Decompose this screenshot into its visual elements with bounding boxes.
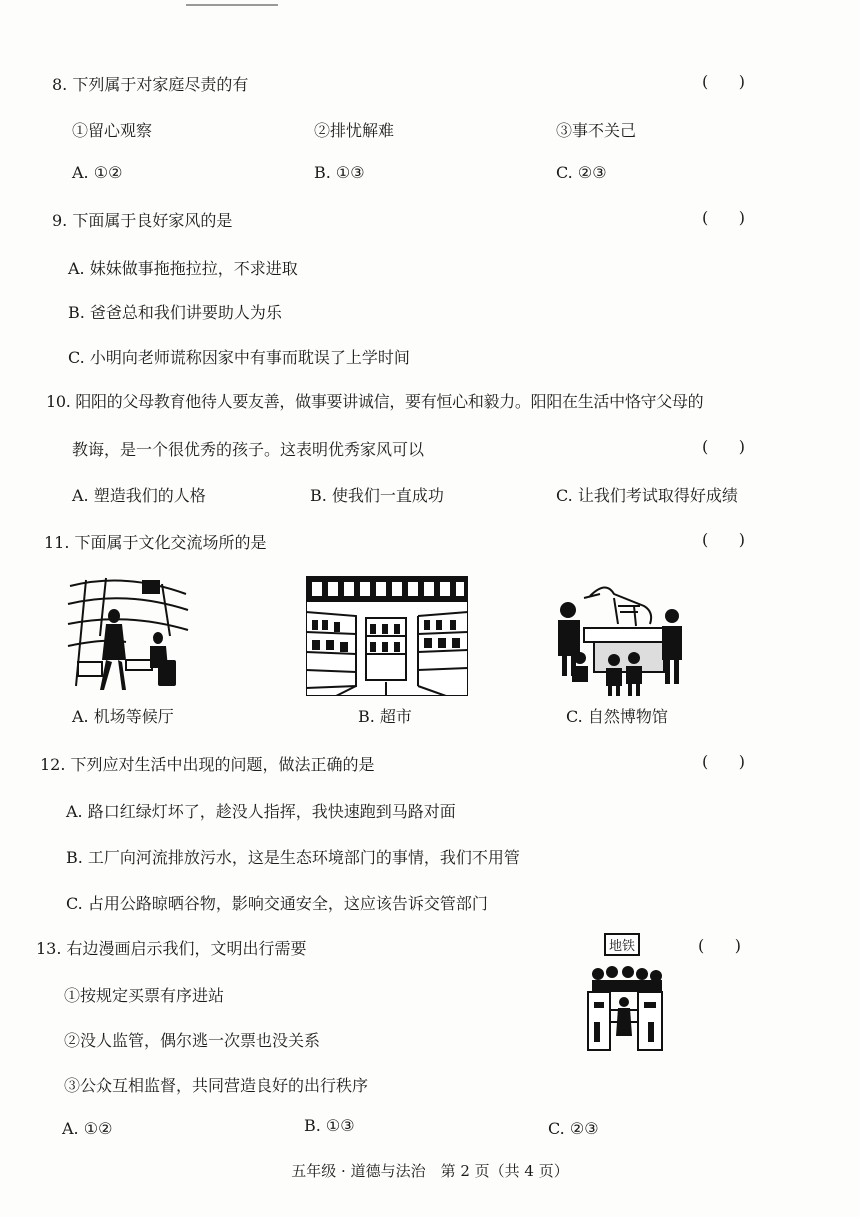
q9-option-a: A. 妹妹做事拖拖拉拉，不求进取 bbox=[68, 259, 298, 278]
q10-option-b: B. 使我们一直成功 bbox=[310, 486, 444, 505]
q12-option-a: A. 路口红绿灯坏了，趁没人指挥，我快速跑到马路对面 bbox=[66, 802, 456, 821]
q10-stem-line-1: 10. 阳阳的父母教育他待人要友善，做事要讲诚信，要有恒心和毅力。阳阳在生活中恪守父母的 bbox=[46, 392, 704, 411]
subway-sign: 地铁 bbox=[604, 933, 640, 956]
q12-option-c: C. 占用公路晾晒谷物，影响交通安全，这应该告诉交管部门 bbox=[66, 894, 488, 913]
q13-answer-bracket: ( ) bbox=[698, 936, 741, 955]
q8-item-3: ③事不关己 bbox=[556, 121, 637, 140]
q8-option-a: A. ①② bbox=[72, 163, 123, 182]
q11-option-a: A. 机场等候厅 bbox=[72, 707, 174, 726]
q10-stem-line-2: 教诲，是一个很优秀的孩子。这表明优秀家风可以 bbox=[72, 440, 425, 459]
page-footer: 五年级 · 道德与法治 第 2 页（共 4 页） bbox=[291, 1162, 569, 1180]
q13-option-b: B. ①③ bbox=[304, 1116, 355, 1135]
supermarket-illustration bbox=[306, 576, 468, 696]
q8-option-c: C. ②③ bbox=[556, 163, 607, 182]
q13-item-3: ③公众互相监督，共同营造良好的出行秩序 bbox=[64, 1076, 369, 1095]
q11-stem: 11. 下面属于文化交流场所的是 bbox=[44, 533, 267, 552]
q13-stem: 13. 右边漫画启示我们，文明出行需要 bbox=[36, 939, 307, 958]
q10-option-c: C. 让我们考试取得好成绩 bbox=[556, 486, 738, 505]
q13-option-a: A. ①② bbox=[62, 1119, 113, 1138]
q13-item-1: ①按规定买票有序进站 bbox=[64, 986, 225, 1005]
q10-answer-bracket: ( ) bbox=[702, 437, 745, 456]
q11-option-c: C. 自然博物馆 bbox=[566, 707, 668, 726]
q9-stem: 9. 下面属于良好家风的是 bbox=[52, 211, 233, 230]
q9-option-c: C. 小明向老师谎称因家中有事而耽误了上学时间 bbox=[68, 348, 410, 367]
q9-option-b: B. 爸爸总和我们讲要助人为乐 bbox=[68, 303, 282, 322]
q12-stem: 12. 下列应对生活中出现的问题，做法正确的是 bbox=[40, 755, 375, 774]
q13-item-2: ②没人监管，偶尔逃一次票也没关系 bbox=[64, 1031, 321, 1050]
subway-gate-cartoon bbox=[584, 962, 668, 1054]
q9-answer-bracket: ( ) bbox=[702, 208, 745, 227]
q11-answer-bracket: ( ) bbox=[702, 530, 745, 549]
top-rule bbox=[186, 4, 278, 6]
q8-answer-bracket: ( ) bbox=[702, 72, 745, 91]
museum-illustration bbox=[554, 576, 688, 698]
q8-stem: 8. 下列属于对家庭尽责的有 bbox=[52, 75, 249, 94]
q13-option-c: C. ②③ bbox=[548, 1119, 599, 1138]
q8-item-2: ②排忧解难 bbox=[314, 121, 395, 140]
airport-hall-illustration bbox=[66, 576, 190, 698]
q11-option-b: B. 超市 bbox=[358, 707, 412, 726]
q8-option-b: B. ①③ bbox=[314, 163, 365, 182]
q10-option-a: A. 塑造我们的人格 bbox=[72, 486, 206, 505]
q12-answer-bracket: ( ) bbox=[702, 752, 745, 771]
q12-option-b: B. 工厂向河流排放污水，这是生态环境部门的事情，我们不用管 bbox=[66, 848, 520, 867]
q8-item-1: ①留心观察 bbox=[72, 121, 153, 140]
